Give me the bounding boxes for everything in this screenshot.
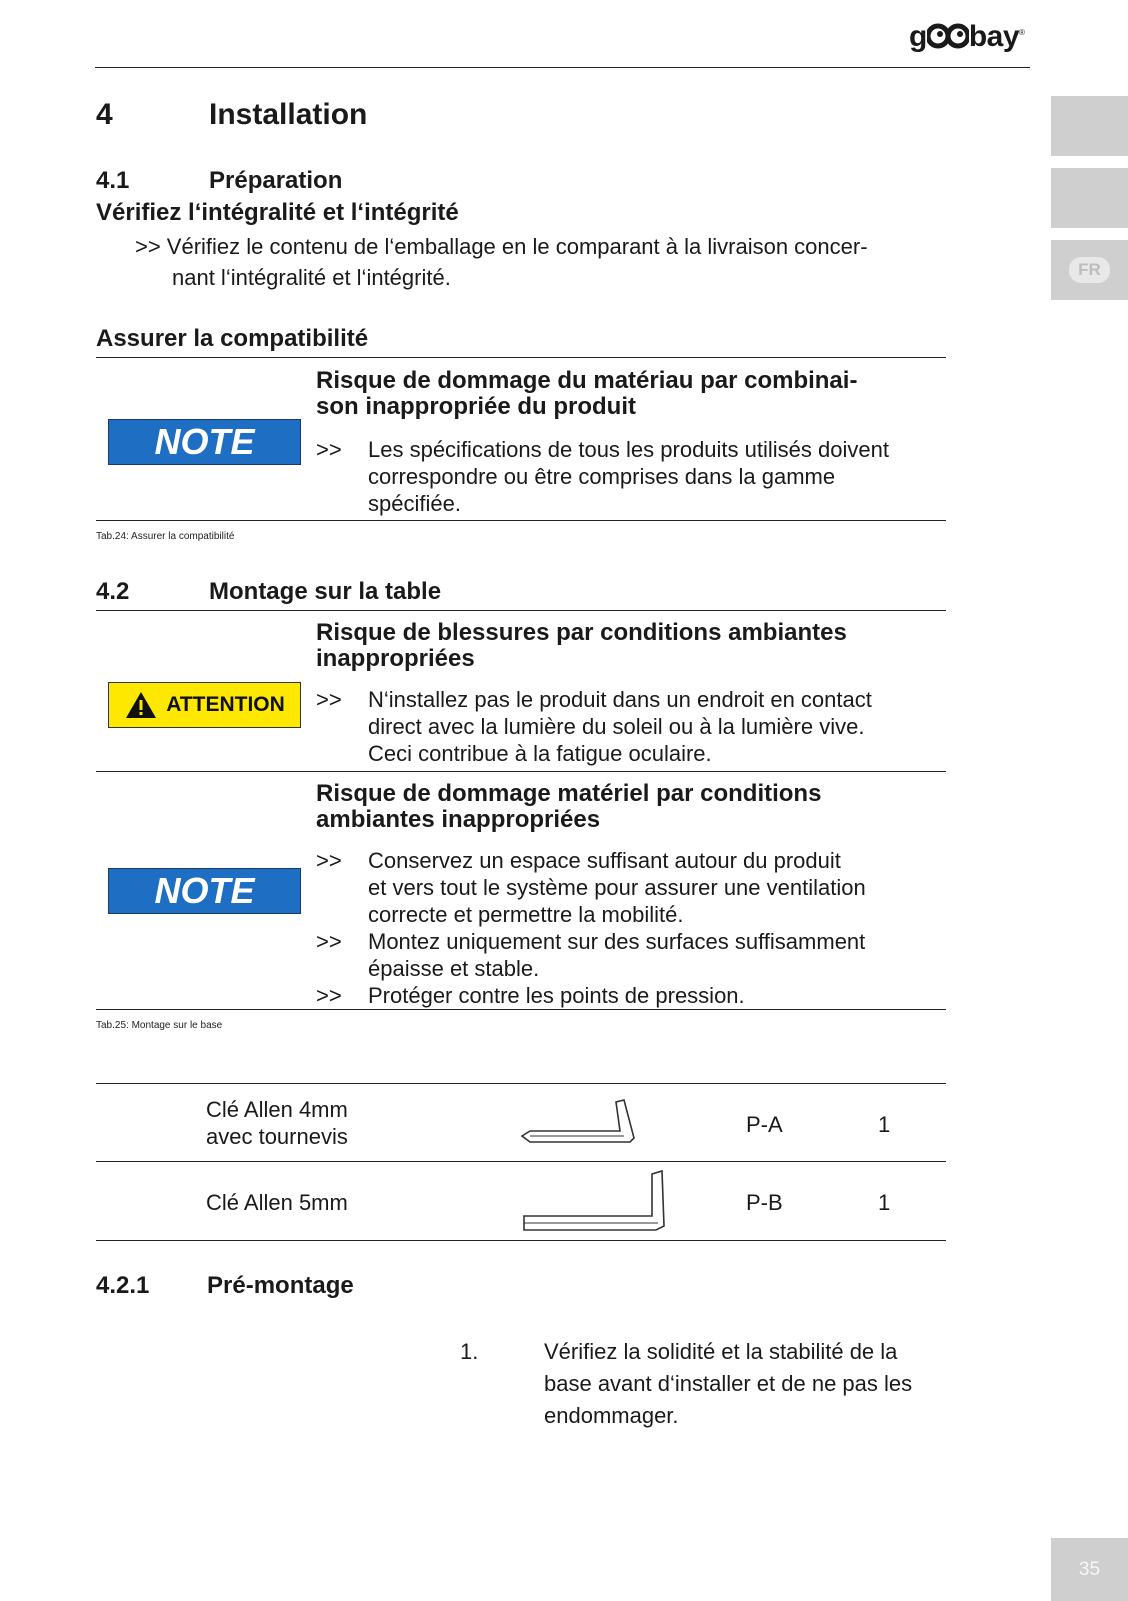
compat-heading: Assurer la compatibilité — [96, 325, 369, 352]
part-quantity: 1 — [878, 1190, 891, 1215]
subsection-title: Montage sur la table — [209, 578, 442, 605]
warning-text: >> Les spécifications de tous les produits utilisés doivent correspondre ou être comprises dans la gamme spécifiée. — [316, 437, 889, 516]
subsection-number: 4.1 — [96, 167, 130, 194]
warning-title: Risque de dommage du matériau par combinai- son inappropriée du produit — [316, 367, 858, 420]
section-title: Installation — [209, 98, 368, 131]
check-bullet-cont: nant l‘intégralité et l‘intégrité. — [172, 265, 451, 290]
parts-table-rule — [96, 1240, 946, 1241]
parts-table-rule — [96, 1161, 946, 1162]
table-rule — [96, 1009, 946, 1010]
warning-text: >> N‘installez pas le produit dans un endroit en contact direct avec la lumière du soleil ou à la lumière vive. Ceci contribue à la fatigue oculaire. — [316, 687, 872, 766]
subsection-number: 4.2 — [96, 578, 130, 605]
check-bullet: >> Vérifiez le contenu de l‘emballage en le comparant à la livraison concer- — [135, 234, 868, 259]
allen-key-icon — [520, 1166, 670, 1232]
subsection-title: Pré-montage — [207, 1272, 354, 1299]
subsection-title: Préparation — [209, 167, 343, 194]
attention-badge: ATTENTION — [108, 682, 301, 728]
side-tab-fr — [1051, 240, 1128, 300]
side-tab-1 — [1051, 96, 1128, 156]
subsection-number: 4.2.1 — [96, 1272, 150, 1299]
step-number: 1. — [460, 1339, 479, 1364]
table-rule — [96, 357, 946, 358]
part-name: Clé Allen 4mm avec tournevis — [206, 1097, 348, 1149]
table-rule — [96, 771, 946, 772]
parts-table-rule — [96, 1083, 946, 1084]
warning-triangle-icon — [124, 690, 158, 720]
note-badge: NOTE — [108, 868, 301, 914]
part-quantity: 1 — [878, 1112, 891, 1137]
part-code: P-A — [746, 1112, 783, 1137]
part-code: P-B — [746, 1190, 783, 1215]
part-name: Clé Allen 5mm — [206, 1190, 348, 1215]
allen-key-screwdriver-icon — [520, 1096, 645, 1148]
warning-title: Risque de blessures par conditions ambiantes inappropriées — [316, 619, 847, 672]
logo-eyes-icon — [927, 22, 969, 50]
warning-text: >> Conservez un espace suffisant autour du produit et vers tout le système pour assurer une ventilation correcte et permettre la mobilité. >> Montez uniquement sur des surfaces suffisamment épaisse et stable. >> Protéger contre les points de pression. — [316, 848, 866, 1008]
table-caption: Tab.24: Assurer la compatibilité — [96, 531, 235, 542]
side-tab-2 — [1051, 168, 1128, 228]
table-rule — [96, 520, 946, 521]
page-number: 35 — [1051, 1538, 1128, 1601]
note-badge: NOTE — [108, 419, 301, 465]
table-caption: Tab.25: Montage sur le base — [96, 1020, 223, 1031]
section-number: 4 — [96, 98, 113, 131]
language-label: FR — [1069, 257, 1110, 283]
header-rule — [95, 67, 1030, 68]
step-text: Vérifiez la solidité et la stabilité de la base avant d‘installer et de ne pas les endommager. — [544, 1339, 913, 1428]
check-heading: Vérifiez l‘intégralité et l‘intégrité — [96, 199, 459, 226]
brand-logo: g bay® — [909, 20, 1025, 53]
table-rule — [96, 610, 946, 611]
warning-title: Risque de dommage matériel par conditions ambiantes inappropriées — [316, 780, 822, 833]
